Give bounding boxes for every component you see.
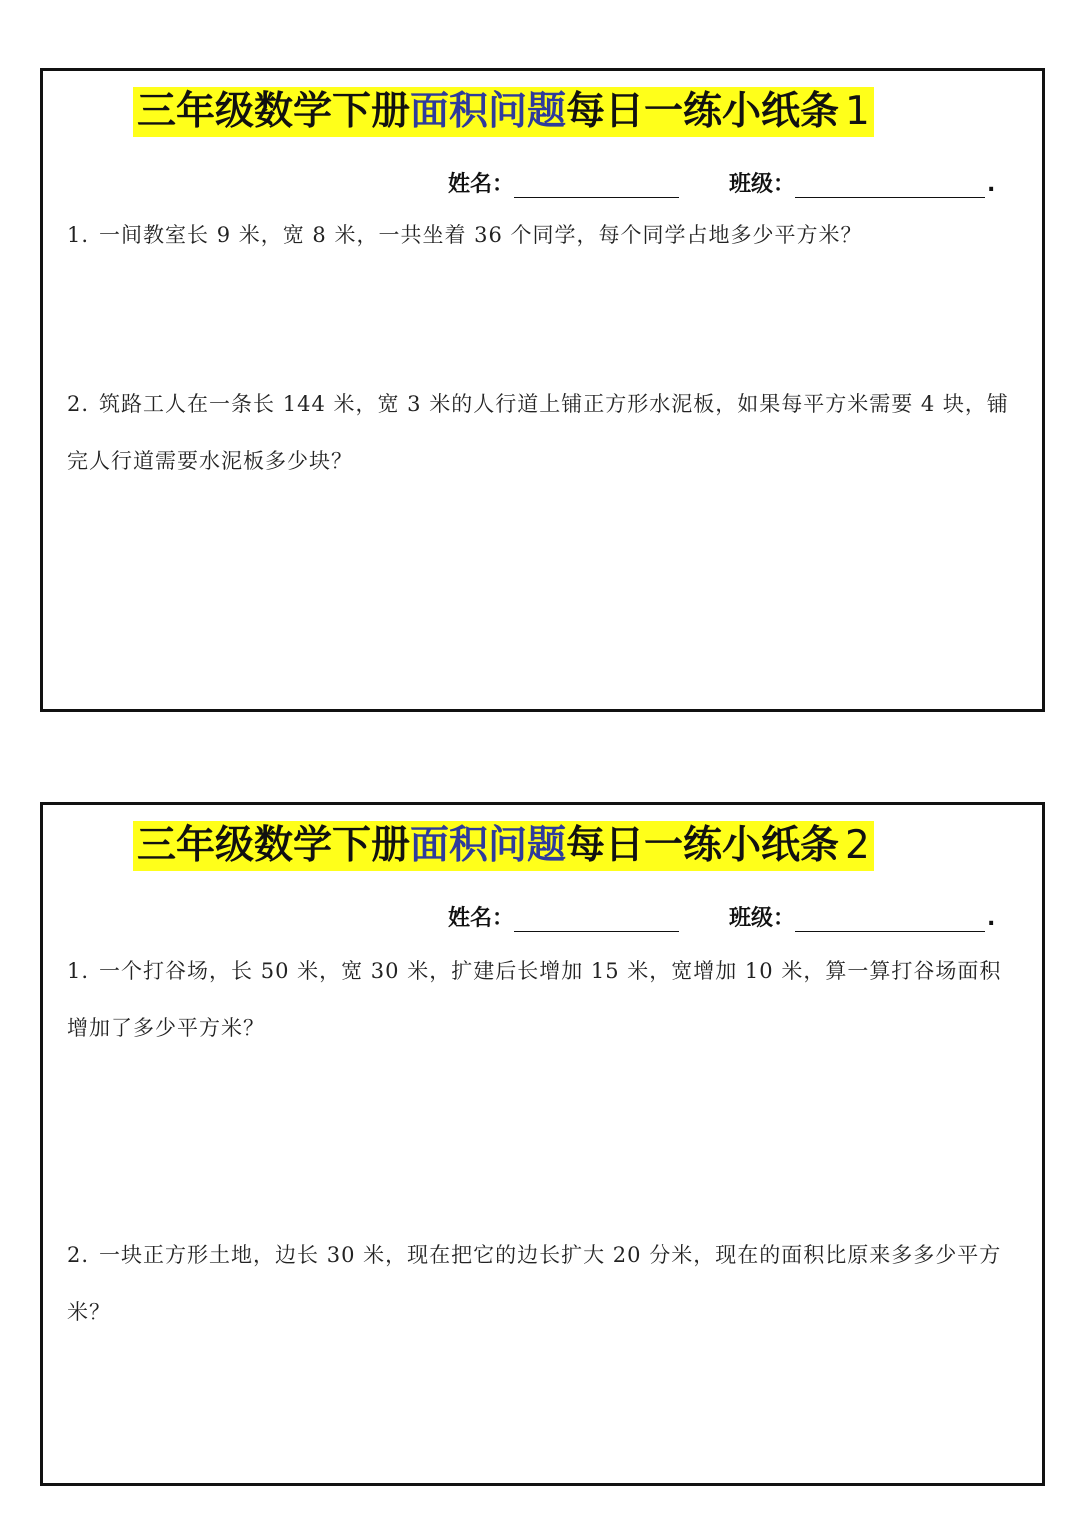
class-blank[interactable] <box>795 905 985 932</box>
class-blank[interactable] <box>795 171 985 198</box>
worksheet-card-2 <box>40 802 1045 1486</box>
card-title <box>133 821 874 871</box>
name-label: 姓名： <box>448 906 515 931</box>
class-label: 班级： <box>729 172 796 197</box>
title-suffix: 每日一练小纸条 <box>566 89 840 134</box>
question-1 <box>67 943 1022 1057</box>
question-2 <box>67 1227 1022 1341</box>
student-info-row <box>448 901 995 935</box>
question-1 <box>67 207 1022 264</box>
period: . <box>987 172 996 197</box>
question-text: 一块正方形土地，边长 30 米，现在把它的边长扩大 20 分米，现在的面积比原来多多少平方米？ <box>67 1243 1002 1324</box>
title-prefix: 三年级数学下册 <box>137 823 411 868</box>
class-label: 班级： <box>729 906 796 931</box>
name-label: 姓名： <box>448 172 515 197</box>
question-number: 2. <box>67 392 90 416</box>
name-blank[interactable] <box>514 905 679 932</box>
question-number: 1. <box>67 223 90 247</box>
title-highlight: 面积问题 <box>410 823 567 868</box>
question-number: 1. <box>67 959 90 983</box>
card-title <box>133 87 874 137</box>
worksheet-card-1 <box>40 68 1045 712</box>
question-text: 一间教室长 9 米，宽 8 米，一共坐着 36 个同学，每个同学占地多少平方米？ <box>99 223 863 247</box>
title-number: 1 <box>845 89 870 134</box>
student-info-row <box>448 167 995 201</box>
question-2 <box>67 376 1022 490</box>
title-suffix: 每日一练小纸条 <box>566 823 840 868</box>
name-blank[interactable] <box>514 171 679 198</box>
title-highlight: 面积问题 <box>410 89 567 134</box>
question-text: 筑路工人在一条长 144 米，宽 3 米的人行道上铺正方形水泥板，如果每平方米需要 4 块，铺完人行道需要水泥板多少块？ <box>67 392 1009 473</box>
question-text: 一个打谷场，长 50 米，宽 30 米，扩建后长增加 15 米，宽增加 10 米，算一算打谷场面积增加了多少平方米？ <box>67 959 1002 1040</box>
period: . <box>987 906 996 931</box>
title-number: 2 <box>845 823 870 868</box>
title-prefix: 三年级数学下册 <box>137 89 411 134</box>
question-number: 2. <box>67 1243 90 1267</box>
